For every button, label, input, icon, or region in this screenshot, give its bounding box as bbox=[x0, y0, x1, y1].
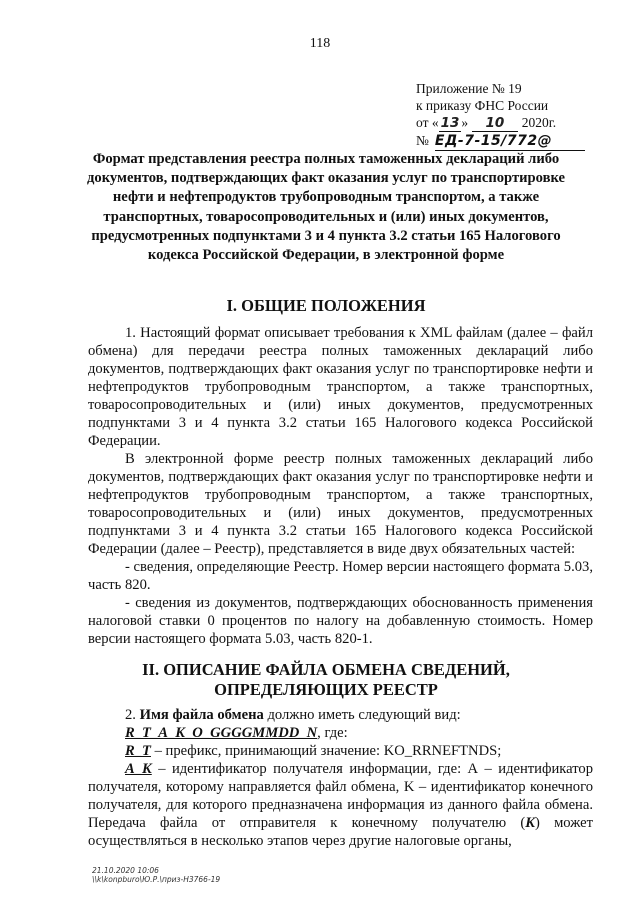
date-year: 2020г. bbox=[521, 115, 557, 130]
appendix-block bbox=[416, 80, 616, 151]
date-prefix: от « bbox=[416, 115, 439, 130]
paragraph: - сведения из документов, подтверждающих обоснованность применения налоговой ставки 0 процентов по налогу на добавленную стоимость. Номер версии настоящего формата 5.03, часть 820-1. bbox=[88, 595, 593, 647]
section-exchange-file-body bbox=[88, 706, 593, 850]
date-month: 10 bbox=[472, 115, 519, 132]
paragraph bbox=[88, 742, 593, 760]
appendix-line: Приложение № 19 bbox=[416, 81, 522, 96]
order-number: ЕД-7-15/772@ bbox=[435, 133, 585, 151]
paragraph-text: должно иметь следующий вид: bbox=[263, 707, 461, 723]
paragraph: - сведения, определяющие Реестр. Номер версии настоящего формата 5.03, часть 820. bbox=[88, 559, 593, 593]
paragraph: 1. Настоящий формат описывает требования к XML файлам (далее – файл обмена) для передачи реестра полных таможенных деклараций либо документов, подтверждающих факт оказания услуг по транспортировке нефти и нефтепродуктов трубопроводным транспортом, а также транспортных, товаросопроводительных и (или) иных документов, предусмотренных подпунктами 3 и 4 пункта 3.2 статьи 165 Налогового кодекса Российской Федерации. bbox=[88, 325, 593, 449]
order-reference: к приказу ФНС России bbox=[416, 98, 549, 113]
document-title: Формат представления реестра полных таможенных деклараций либо документов, подтверждающих факт оказания услуг по транспортировке нефти и нефтепродуктов трубопроводным транспортом, а также транспортных, товаросопроводительных и (или) иных документов, предусмотренных подпунктами 3 и 4 пункта 3.2 статьи 165 Налогового кодекса Российской Федерации, в электронной форме bbox=[87, 151, 565, 264]
number-prefix: № bbox=[416, 133, 429, 148]
paragraph: В электронной форме реестр полных таможенных деклараций либо документов, подтверждающих факт оказания услуг по транспортировке нефти и нефтепродуктов трубопроводным транспортом, а также транспортных, товаросопроводительных и (или) иных документов, предусмотренных подпунктами 3 и 4 пункта 3.2 статьи 165 Налогового кодекса Российской Федерации (далее – Реестр), представляется в виде двух обязательных частей: bbox=[88, 451, 593, 557]
order-number-line bbox=[416, 132, 616, 151]
term-exchange-file-name: Имя файла обмена bbox=[139, 707, 264, 723]
paragraph-text: ) может осуществляться в несколько этапов через другие налоговые органы, bbox=[88, 815, 593, 849]
order-date bbox=[416, 114, 616, 132]
paragraph bbox=[88, 724, 593, 742]
paragraph bbox=[88, 706, 593, 724]
paragraph-text: , где: bbox=[317, 725, 348, 741]
footer-date: 21.10.2020 10:06 bbox=[92, 866, 159, 875]
code-ak: A_K bbox=[125, 761, 152, 777]
code-k: K bbox=[525, 815, 535, 831]
page-number: 118 bbox=[309, 36, 331, 51]
date-mid: » bbox=[461, 115, 469, 130]
paragraph-text: – префикс, принимающий значение: KO_RRNEFTNDS; bbox=[150, 743, 502, 759]
section-heading-general: I. ОБЩИЕ ПОЛОЖЕНИЯ bbox=[226, 296, 426, 315]
code-rt: R_T bbox=[125, 743, 151, 759]
paragraph-text: – идентификатор получателя информации, где: А – идентификатор получателя, которому направляется файл обмена, K – идентификатор конечного получателя, для которого предназначена информация из данного файла обмена. Передача файла от отправителя к конечному получателю ( bbox=[88, 761, 593, 831]
section-general-body bbox=[88, 324, 593, 648]
date-day: 13 bbox=[440, 115, 460, 131]
footer-path: \\k\konpburo\Ю.Р.\приз-Н3766-19 bbox=[92, 875, 221, 884]
filename-pattern: R_T_A_K_O_GGGGMMDD_N bbox=[125, 725, 318, 741]
footer-note bbox=[92, 866, 220, 884]
paragraph-number: 2. bbox=[125, 707, 136, 723]
section-heading-exchange-file: II. ОПИСАНИЕ ФАЙЛА ОБМЕНА СВЕДЕНИЙ, ОПРЕДЕЛЯЮЩИХ РЕЕСТР bbox=[142, 660, 510, 699]
paragraph bbox=[88, 760, 593, 850]
